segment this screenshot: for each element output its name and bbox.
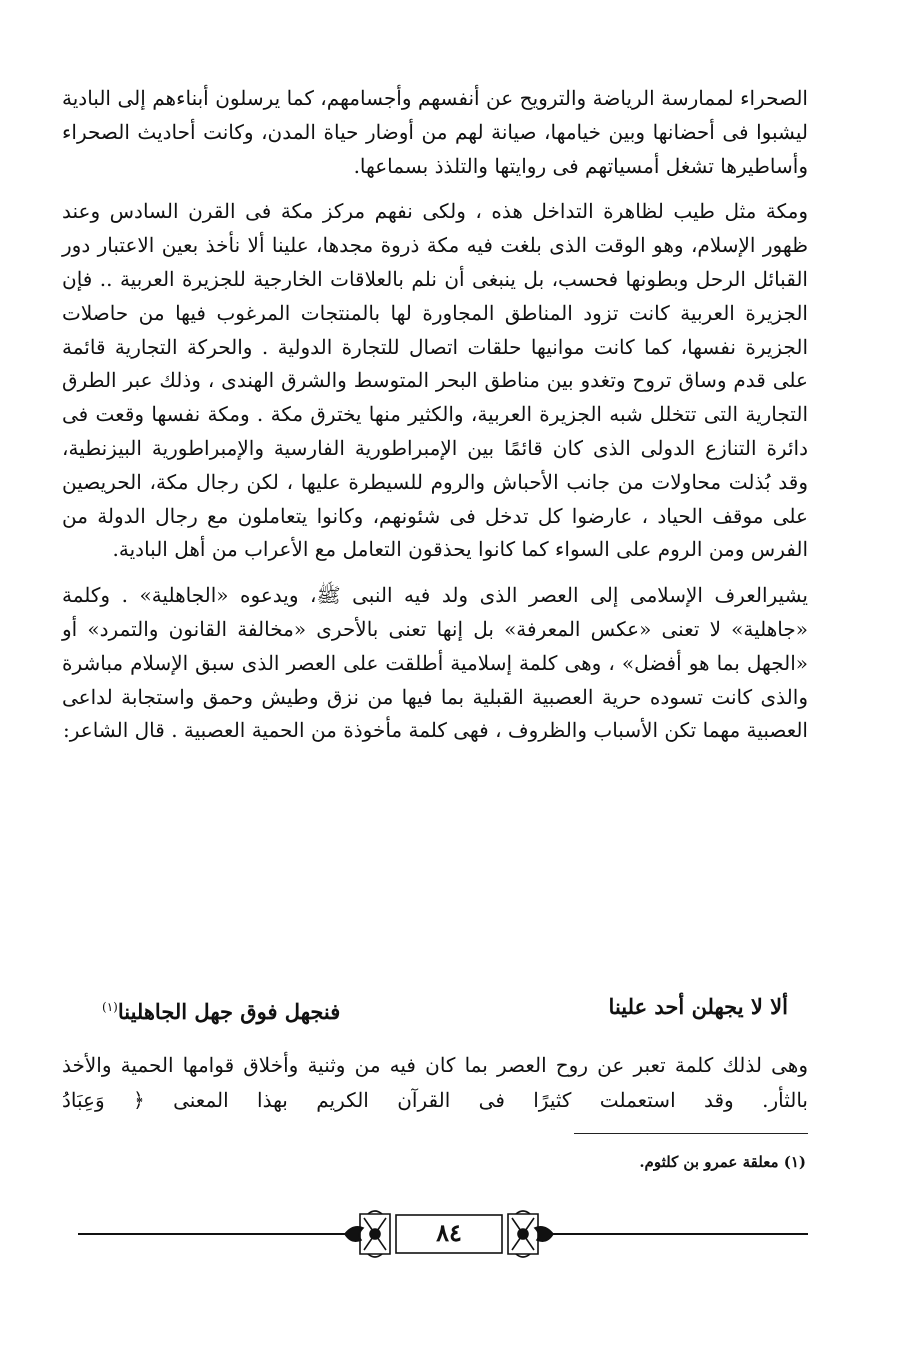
paragraph-2: ومكة مثل طيب لظاهرة التداخل هذه ، ولكى نفهم مركز مكة فى القرن السادس وعند ظهور الإسلام، وهو الوقت الذى بلغت فيه مكة ذروة مجدها، علينا ألا نأخذ بعين الاعتبار دور القبائل الرحل وبطونها فحسب، بل ينبغى أن نلم بالعلاقات الخارجية للجزيرة العربية .. فإن الجزيرة العربية كانت تزود المناطق المجاورة لها بالمنتجات المرغوب فيها من حاصلات الجزيرة نفسها، كما كانت موانيها حلقات اتصال للتجارة الدولية . والحركة التجارية قائمة على قدم وساق تروح وتغدو بين مناطق البحر المتوسط والشرق الهندى ، وذلك عبر الطرق التجارية التى تتخلل شبه الجزيرة العربية، والكثير منها يخترق مكة . ومكة نفسها وقعت فى دائرة التنازع الدولى الذى كان قائمًا بين الإمبراطورية الفارسية والإمبراطورية البيزنطية، وقد بُذلت محاولات من جانب الأحباش والروم للسيطرة عليها ، لكن رجال مكة، الحريصين على موقف الحياد ، عارضوا كل تدخل فى شئونهم، وكانوا يتعاملون مع رجال الدولة من الفرس ومن الروم على السواء كما كانوا يحذقون التعامل مع الأعراب من أهل البادية. xyxy=(62,199,809,562)
poem-hemistich-first: ألا لا يجهلن أحد علينا xyxy=(608,994,788,1019)
ornament-left-icon xyxy=(345,1211,390,1257)
paragraph-1: الصحراء لممارسة الرياضة والترويح عن أنفسهم وأجسامهم، كما يرسلون أبناءهم إلى البادية ليشبوا فى أحضانها وبين خيامها، صيانة لهم من أوضار حياة المدن، وكانت أحاديث الصحراء وأساطيرها تشغل أمسياتهم فى روايتها والتلذذ بسماعها. xyxy=(62,86,809,178)
paragraph-3: يشيرالعرف الإسلامى إلى العصر الذى ولد فيه النبى ﷺ، ويدعوه «الجاهلية» . وكلمة «جاهلية» لا تعنى «عكس المعرفة» بل إنها تعنى بالأحرى «مخالفة القانون والتمرد» أو «الجهل بما هو أفضل» ، وهى كلمة إسلامية أطلقت على العصر الذى سبق الإسلام مباشرة والذى كانت تسوده حرية العصبية القبلية بما فيها من نزق وطيش وحمق واستجابة لداعى العصبية مهما تكن الأسباب والظروف ، فهى كلمة مأخوذة من الحمية العصبية . قال الشاعر: xyxy=(62,583,808,743)
poem-verse xyxy=(62,990,808,1029)
footnote-reference: (١) xyxy=(102,1000,118,1014)
main-text xyxy=(62,82,808,748)
footnote-separator xyxy=(574,1133,808,1134)
ornament-right-icon xyxy=(508,1211,553,1257)
paragraph-4: وهى لذلك كلمة تعبر عن روح العصر بما كان فيه من وثنية وأخلاق قوامها الحمية والأخذ بالثأر. وقد استعملت كثيرًا فى القرآن الكريم بهذا المعنى ﴿ وَعِبَادُ xyxy=(62,1053,808,1112)
footnote-text: معلقة عمرو بن كلثوم. xyxy=(639,1153,779,1171)
footnote xyxy=(639,1150,806,1174)
footnote-marker: (١) xyxy=(783,1153,806,1171)
page-footer xyxy=(0,1206,898,1262)
poem-hemistich-second: فنجهل فوق جهل الجاهلينا$^{(١)}$ xyxy=(102,999,341,1024)
page-number: ٨٤ xyxy=(436,1218,462,1247)
